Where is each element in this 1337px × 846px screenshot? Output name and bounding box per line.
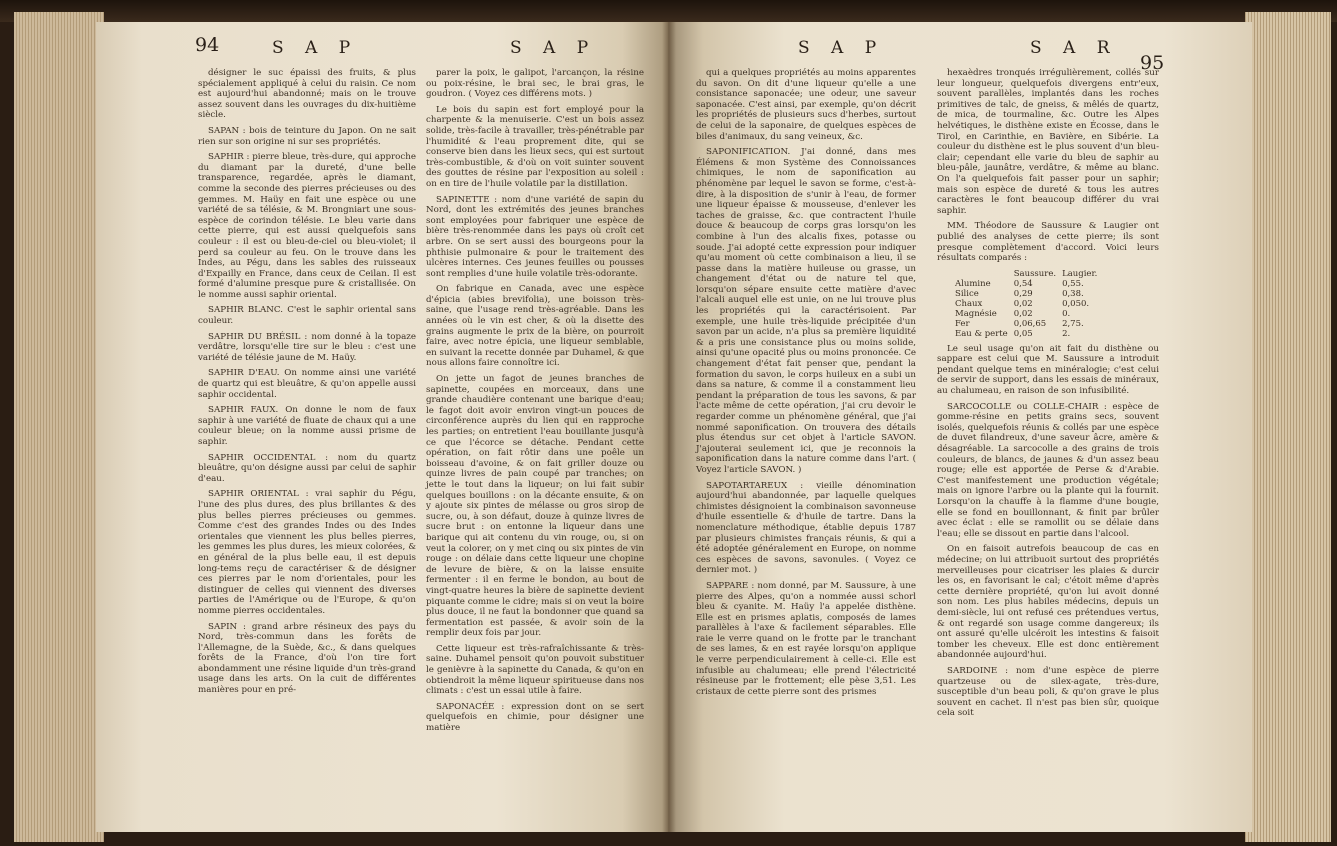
column-2 bbox=[426, 68, 644, 739]
paragraph: SAPAN : bois de teinture du Japon. On ne sait rien sur son origine ni sur ses propriétés. bbox=[198, 125, 416, 147]
paragraph: SAPPARE : nom donné, par M. Saussure, à une pierre des Alpes, qu'on a nommée aussi schorl bleu & cyanite. M. Haüy l'a appelée disthène. Elle est en prismes aplatis, composés de lames parallèles à l'axe & facilement séparables. Elle raie le verre quand on le frotte par le tranchant de ses lames, & en est rayée lorsqu'on applique le verre perpendiculairement à celle-ci. Elle est infusible au chalumeau; elle prend l'électricité résineuse par le frottement; elle pèse 3,51. Les cristaux de cette pierre sont des prismes bbox=[696, 580, 916, 697]
right-page-number: 95 bbox=[1140, 52, 1165, 74]
paragraph: SAPINETTE : nom d'une variété de sapin du Nord, dont les extrémités des jeunes branches sont employées pour fabriquer une espèce de bière très-renommée dans les pays où croît cet arbre. On se sert aussi des bourgeons pour la phthisie pulmonaire & pour le traitement des ulcères internes. Ces jeunes feuilles ou pousses sont remplies d'une huile volatile très-odorante. bbox=[426, 194, 644, 279]
right-page-edges bbox=[1245, 12, 1331, 842]
analysis-table bbox=[955, 269, 1103, 339]
paragraph: SAPHIR ORIENTAL : vrai saphir du Pégu, l'une des plus dures, des plus brillantes & des plus belles pierres précieuses ou gemmes. Comme c'est des grandes Indes ou des Indes orientales que viennent les plus belles pierres, les gemmes les plus dures, les mieux colorées, & en général de la plus belle eau, il est depuis long-tems reçu de caractériser & de désigner ces pierres par le nom d'orientales, pour les distinguer de celles qui viennent des diverses parties de l'Amérique ou de l'Europe, & qu'on nomme pierres occidentales. bbox=[198, 489, 416, 616]
paragraph: SAPHIR BLANC. C'est le saphir oriental sans couleur. bbox=[198, 305, 416, 327]
table-row: Magnésie 0,02 0. bbox=[955, 308, 1071, 319]
table-row: Fer 0,06,65 2,75. bbox=[955, 318, 1084, 329]
paragraph: Cette liqueur est très-rafraîchissante & très-saine. Duhamel pensoit qu'on pouvoit substituer le genièvre à la sapinette du Canada, & qu'on en obtiendroit la même liqueur spiritueuse dans nos climats : c'est un essai utile à faire. bbox=[426, 643, 644, 697]
column-3 bbox=[696, 68, 916, 702]
paragraph: SARDOINE : nom d'une espèce de pierre quartzeuse ou de silex-agate, très-dure, susceptible d'un beau poli, & qu'on grave le plus souvent en cachet. Il n'est pas bien sûr, quoique cela soit bbox=[937, 665, 1159, 719]
book-gutter bbox=[662, 22, 676, 832]
paragraph: MM. Théodore de Saussure & Laugier ont publié des analyses de cette pierre; ils sont presque complètement d'accord. Voici leurs résultats comparés : bbox=[937, 221, 1159, 264]
left-page-edges bbox=[14, 12, 104, 842]
paragraph: parer la poix, le galipot, l'arcançon, la résine ou poix-résine, le brai sec, le brai gras, le goudron. ( Voyez ces différens mots. ) bbox=[426, 68, 644, 100]
paragraph: SAPHIR DU BRÉSIL : nom donné à la topaze verdâtre, lorsqu'elle tire sur le bleu : c'est une variété de télésie jaune de M. Haüy. bbox=[198, 331, 416, 363]
left-page-number: 94 bbox=[195, 34, 220, 56]
right-running-head-2: S A R bbox=[1030, 38, 1118, 58]
paragraph: On en faisoit autrefois beaucoup de cas en médecine; on lui attribuoit surtout des propriétés merveilleuses pour cicatriser les plaies & durcir les os, en favorisant le cal; c'étoit même d'après cette dernière propriété, qu'on lui avoit donné son nom. Les plus habiles médecins, depuis un demi-siècle, lui ont refusé ces prétendues vertus, & ont regardé son usage comme dangereux; ils ont assuré qu'elle ulcéroit les intestins & faisoit tomber les cheveux. Elle est donc entièrement abandonnée aujourd'hui. bbox=[937, 544, 1159, 661]
paragraph: SAPONIFICATION. J'ai donné, dans mes Élémens & mon Système des Connoissances chimiques, le nom de saponification au phénomène par lequel le savon se forme, c'est-à-dire, à la disposition de s'unir à l'eau, de former une liqueur épaisse & mousseuse, d'enlever les taches de graisse, &c. que contractent l'huile douce & beaucoup de corps gras lorsqu'on les combine à l'un des alcalis fixes, potasse ou soude. J'ai adopté cette expression pour indiquer qu'au moment où cette combinaison a lieu, il se passe dans la matière huileuse ou grasse, un changement d'état ou de nature tel que, lorsqu'on sépare ensuite cette matière d'avec l'alcali auquel elle est unie, on ne lui trouve plus les propriétés qui la caractérisoient. Par exemple, une huile très-liquide précipitée d'un savon par un acide, n'a plus sa première liquidité & a pris une consistance plus ou moins solide, ainsi qu'une opacité plus ou moins prononcée. Ce changement d'état fait penser que, pendant la formation du savon, le corps huileux en a subi un dans sa nature, & comme il a constamment lieu pendant la préparation de tous les savons, & par l'acte même de cette opération, j'ai cru devoir le regarder comme un phénomène général, que j'ai nommé saponification. On trouvera des détails plus étendus sur cet objet à l'article SAVON. J'ajouterai seulement ici, que je reconnois la saponification dans la nature comme dans l'art. ( Voyez l'article SAVON. ) bbox=[696, 147, 916, 475]
table-row: Eau & perte 0,05 2. bbox=[955, 328, 1071, 339]
paragraph: SAPIN : grand arbre résineux des pays du Nord, très-commun dans les forêts de l'Allemagne, de la Suède, &c., & dans quelques forêts de la France, d'où l'on tire fort abondamment une résine liquide d'un très-grand usage dans les arts. On la cuit de différentes manières pour en pré- bbox=[198, 621, 416, 696]
paragraph: SAPHIR FAUX. On donne le nom de faux saphir à une variété de fluate de chaux qui a une couleur bleue; on la nomme aussi prisme de saphir. bbox=[198, 405, 416, 447]
paragraph: SAPHIR OCCIDENTAL : nom du quartz bleuâtre, qu'on désigne aussi par celui de saphir d'eau. bbox=[198, 452, 416, 484]
paragraph: On fabrique en Canada, avec une espèce d'épicia (abies brevifolia), une boisson très-saine, que l'usage rend très-agréable. Dans les années où le vin est cher, & où la disette des grains augmente le prix de la bière, on pourroit faire, avec notre épicia, une liqueur semblable, en suivant la recette donnée par Duhamel, & que nous allons faire connoître ici. bbox=[426, 284, 644, 369]
paragraph: désigner le suc épaissi des fruits, & plus spécialement appliqué à celui du raisin. Ce nom est aujourd'hui abandonné; mais on le trouve assez souvent dans les ouvrages du dix-huitième siècle. bbox=[198, 68, 416, 121]
background-top bbox=[0, 0, 1337, 22]
right-running-head-1: S A P bbox=[798, 38, 885, 58]
column-1 bbox=[198, 68, 416, 701]
paragraph: SAPOTARTAREUX : vieille dénomination aujourd'hui abandonnée, par laquelle quelques chimistes désignoient la combinaison savonneuse d'huile essentielle & d'huile de tartre. Dans la nomenclature méthodique, établie depuis 1787 par plusieurs chimistes français réunis, & qui a été adoptée généralement en Europe, on nomme ces espèces de savons, savonules. ( Voyez ce dernier mot. ) bbox=[696, 480, 916, 576]
paragraph: SAPONACÉE : expression dont on se sert quelquefois en chimie, pour désigner une matière bbox=[426, 701, 644, 734]
paragraph: qui a quelques propriétés au moins apparentes du savon. On dit d'une liqueur qu'elle a une consistance saponacée; une odeur, une saveur saponacée. C'est ainsi, par exemple, qu'on décrit les propriétés de plusieurs sucs d'herbes, surtout de celui de la saponaire, de quelques espèces de biles d'animaux, du sang veineux, &c. bbox=[696, 68, 916, 142]
table-row: Silice 0,29 0,38. bbox=[955, 288, 1084, 299]
table-row: Alumine 0,54 0,55. bbox=[955, 278, 1084, 289]
paragraph: SAPHIR : pierre bleue, très-dure, qui approche du diamant par la dureté, d'une belle transparence, regardée, après le diamant, comme la seconde des pierres précieuses ou des gemmes. M. Haüy en fait une espèce ou une variété de sa télésie, & M. Brongniart une sous-espèce de corindon télésie. Le bleu varie dans cette pierre, qui est aussi quelquefois sans couleur : il est ou bleu-de-ciel ou bleu-violet; il perd sa couleur au feu. On le trouve dans les Indes, au Pégu, dans les sables des ruisseaux d'Expailly en France, dans ceux de Ceilan. Il est formé d'alumine presque pure & cristallisée. On le nomme aussi saphir oriental. bbox=[198, 152, 416, 300]
left-running-head-2: S A P bbox=[510, 38, 597, 58]
paragraph: hexaèdres tronqués irrégulièrement, collés sur leur longueur, quelquefois divergens entr'eux, souvent parallèles, implantés dans les roches primitives de talc, de gneiss, & mêlés de quartz, de mica, de tourmaline, &c. Outre les Alpes helvétiques, le disthène existe en Écosse, dans le Tirol, en Carinthie, en Bavière, en Sibérie. La couleur du disthène est le plus souvent d'un bleu-clair; cependant elle varie du bleu de saphir au bleu-pâle, jaunâtre, verdâtre, & même au blanc. On l'a quelquefois fait passer pour un saphir; mais son espèce de dureté & tous les autres caractères le font beaucoup différer du vrai saphir. bbox=[937, 68, 1159, 216]
column-4 bbox=[937, 68, 1159, 724]
paragraph: Le bois du sapin est fort employé pour la charpente & la menuiserie. C'est un bois assez solide, très-facile à travailler, très-pénétrable par l'humidité & l'eau proprement dite, qui se conserve bien dans les lieux secs, qui est surtout très-combustible, & d'où on voit suinter souvent des gouttes de résine par l'exposition au soleil : on en tire de l'huile volatile par la distillation. bbox=[426, 104, 644, 189]
left-running-head-1: S A P bbox=[272, 38, 359, 58]
paragraph: Le seul usage qu'on ait fait du disthène ou sappare est celui que M. Saussure a introduit pendant quelque tems en minéralogie; c'est celui de servir de support, dans les essais de minéraux, au chalumeau, en raison de son infusibilité. bbox=[937, 343, 1159, 397]
table-row: Chaux 0,02 0,050. bbox=[955, 298, 1090, 309]
table-header-row: Saussure. Laugier. bbox=[1013, 268, 1098, 279]
paragraph: SARCOCOLLE ou COLLE-CHAIR : espèce de gomme-résine en petits grains secs, souvent isolés, quelquefois réunis & collés par une espèce de duvet filandreux, d'une saveur âcre, amère & désagréable. La sarcocolle a des grains de trois couleurs, de blancs, de jaunes & d'un assez beau rouge; elle est apportée de Perse & d'Arabie. C'est manifestement une production végétale; mais on ignore l'arbre ou la plante qui la fournit. Lorsqu'on la chauffe à la flamme d'une bougie, elle se fond en bouillonnant, & finit par brûler avec éclat : elle se ramollit ou se délaie dans l'eau; elle se dissout en partie dans l'alcool. bbox=[937, 401, 1159, 539]
paragraph: On jette un fagot de jeunes branches de sapinette, coupées en morceaux, dans une grande chaudière contenant une barique d'eau; le fagot doit avoir environ vingt-un pouces de circonférence auprès du lien qui en rapproche les parties; on entretient l'eau bouillante jusqu'à ce que l'écorce se détache. Pendant cette opération, on fait rôtir dans une poêle un boisseau d'avoine, & on fait griller douze ou quinze livres de pain coupé par tranches; on jette le tout dans la liqueur; on lui fait subir quelques bouillons : on la décante ensuite, & on y ajoute six pintes de mélasse ou gros sirop de sucre, ou, à son défaut, douze à quinze livres de sucre brut : on entonne la liqueur dans une barique qui ait contenu du vin rouge, ou, si on veut la colorer, on y met cinq ou six pintes de vin rouge : on délaie dans cette liqueur une chopine de levure de bière, & on la laisse ensuite fermenter : il en ferme le bondon, au bout de vingt-quatre heures la bière de sapinette devient piquante comme le cidre; mais si on veut la boire plus douce, il ne faut la bondonner que quand sa fermentation est passée, & avoir soin de la remplir deux fois par jour. bbox=[426, 374, 644, 639]
paragraph: SAPHIR D'EAU. On nomme ainsi une variété de quartz qui est bleuâtre, & qu'on appelle aussi saphir occidental. bbox=[198, 368, 416, 400]
